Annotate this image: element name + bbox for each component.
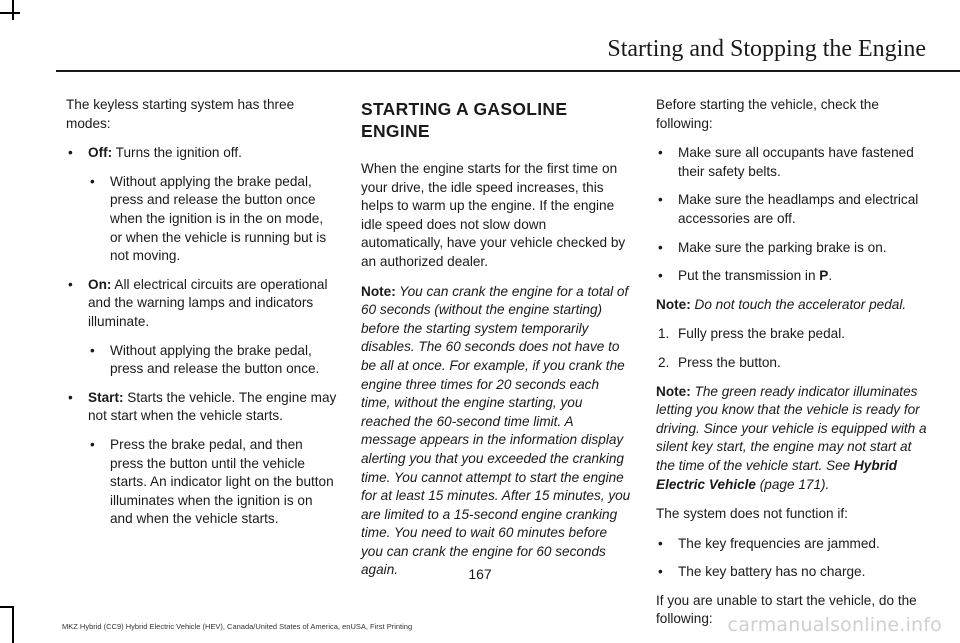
step-item: 1. Fully press the brake pedal. <box>658 326 845 342</box>
check-item: • Make sure all occupants have fastened their safety belts. <box>658 145 914 179</box>
column-2 <box>361 96 631 591</box>
crop-mark-bottom-left-v <box>12 608 14 643</box>
footer-text: MKZ Hybrid (CC9) Hybrid Electric Vehicle (HEV), Canada/United States of America, enUSA, First Printing <box>62 622 413 631</box>
column-1 <box>66 96 338 539</box>
fail-item: • The key frequencies are jammed. <box>658 535 880 551</box>
check-item: • Put the transmission in P. <box>658 268 833 284</box>
crop-mark-top-left-v <box>12 0 14 20</box>
header-rule <box>56 70 960 72</box>
mode-sub-item: • Without applying the brake pedal, press and release the button once when the ignition is in the on mode, or when the vehicle is running but is not moving. <box>90 173 327 264</box>
column-3 <box>656 96 928 640</box>
body-paragraph: When the engine starts for the first time on your drive, the idle speed increases, this helps to warm up the engine. If the engine idle speed does not slow down automatically, have your vehicle checked by an authorized dealer. <box>361 161 626 269</box>
step-item: 2. Press the button. <box>658 354 781 370</box>
mode-sub-item: • Without applying the brake pedal, press and release the button once. <box>90 342 320 377</box>
mode-item-start: • Start: Starts the vehicle. The engine may not start when the vehicle starts. • Press the brake pedal, and then press the button until the vehicle starts. An indicator light on the button illuminates when the ignition is on and when the vehicle starts. <box>66 389 338 529</box>
system-text: The system does not function if: <box>656 506 848 522</box>
mode-item-off: • Off: Turns the ignition off. • Without applying the brake pedal, press and release the button once when the ignition is in the on mode, or when the vehicle is running but is not moving. <box>66 144 338 266</box>
note-paragraph: Note: The green ready indicator illuminates letting you know that the vehicle is ready for driving. Since your vehicle is equipped with a silent key start, the engine may not start at the time of the vehicle start. See Hybrid Electric Vehicle (page 171). <box>656 383 927 492</box>
note-paragraph: Note: Do not touch the accelerator pedal. <box>656 296 907 312</box>
note-paragraph: Note: You can crank the engine for a total of 60 seconds (without the engine starting) before the starting system temporarily disables. The 60 seconds does not have to be all at once. For example, if you crank the engine three times for 20 seconds each time, without the engine starting, you reached the 60-second time limit. A message appears in the information display alerting you that you exceeded the cranking time. You cannot attempt to start the engine for at least 15 minutes. After 15 minutes, you are limited to a 15-second engine cranking time. You need to wait 60 minutes before you can crank the engine for 60 seconds again. <box>361 283 631 578</box>
fail-item: • The key battery has no charge. <box>658 564 866 580</box>
check-item: • Make sure the parking brake is on. <box>658 239 887 255</box>
mode-item-on: • On: All electrical circuits are operational and the warning lamps and indicators illuminate. • Without applying the brake pedal, press and release the button once. <box>66 276 338 379</box>
check-item: • Make sure the headlamps and electrical accessories are off. <box>658 192 919 226</box>
page-number: 167 <box>468 566 492 582</box>
intro-text: The keyless starting system has three modes: <box>66 97 295 131</box>
watermark: carmanualsonline.info <box>727 614 942 636</box>
section-heading: STARTING A GASOLINE ENGINE <box>361 99 568 141</box>
checks-intro: Before starting the vehicle, check the following: <box>656 97 879 131</box>
crop-mark-top-left-h <box>0 12 20 14</box>
mode-sub-item: • Press the brake pedal, and then press the button until the vehicle starts. An indicator light on the button illuminates when the ignition is on and when the vehicle starts. <box>90 436 334 527</box>
page-title: Starting and Stopping the Engine <box>607 36 926 62</box>
unable-text: If you are unable to start the vehicle, do the following: <box>656 592 917 627</box>
page-reference-link[interactable]: Hybrid Electric Vehicle <box>656 457 898 492</box>
crop-mark-bottom-left-h <box>0 606 14 608</box>
